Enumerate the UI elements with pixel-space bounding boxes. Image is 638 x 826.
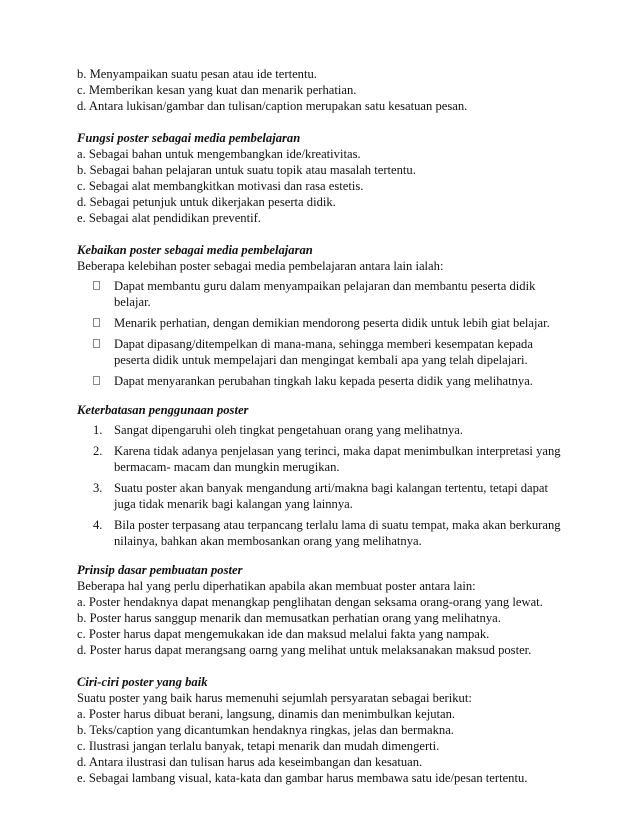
item-number: 1. (93, 423, 103, 437)
bullet-text: belajar. (114, 295, 151, 309)
item-number: 2. (93, 444, 103, 458)
bullet-box-icon (93, 318, 100, 327)
intro-section (77, 66, 577, 114)
numbered-item (77, 517, 577, 549)
section-heading: Prinsip dasar pembuatan poster (77, 563, 243, 577)
bullet-item (77, 336, 577, 368)
section-heading: Kebaikan poster sebagai media pembelajaran (77, 243, 313, 257)
item-text: Sangat dipengaruhi oleh tingkat pengetahuan orang yang melihatnya. (114, 423, 464, 437)
list-item: b. Teks/caption yang dicantumkan hendaknya ringkas, jelas dan bermakna. (77, 723, 454, 737)
section-heading: Fungsi poster sebagai media pembelajaran (77, 131, 301, 145)
section-intro: Suatu poster yang baik harus memenuhi sejumlah persyaratan sebagai berikut: (77, 691, 472, 705)
list-item: d. Sebagai petunjuk untuk dikerjakan peserta didik. (77, 195, 336, 209)
bullet-item (77, 315, 577, 331)
list-item: b. Sebagai bahan pelajaran untuk suatu topik atau masalah tertentu. (77, 163, 416, 177)
list-item: c. Sebagai alat membangkitkan motivasi dan rasa estetis. (77, 179, 364, 193)
item-text: bermacam- macam dan mungkin merugikan. (114, 460, 340, 474)
list-item: e. Sebagai lambang visual, kata-kata dan gambar harus membawa satu ide/pesan tertentu. (77, 771, 528, 785)
bullet-box-icon (93, 281, 100, 290)
item-text: nilainya, bahkan akan membosankan orang yang melihatnya. (114, 534, 422, 548)
list-item: a. Poster hendaknya dapat menangkap penglihatan dengan seksama orang-orang yang lewat. (77, 595, 543, 609)
document-page (77, 66, 577, 802)
list-item: a. Poster harus dibuat berani, langsung, dinamis dan menimbulkan kejutan. (77, 707, 456, 721)
numbered-item (77, 443, 577, 475)
bullet-text: Menarik perhatian, dengan demikian mendorong peserta didik untuk lebih giat belajar. (114, 316, 550, 330)
bullet-text: Dapat menyarankan perubahan tingkah laku kepada peserta didik yang melihatnya. (114, 374, 533, 388)
intro-line: b. Menyampaikan suatu pesan atau ide tertentu. (77, 67, 317, 81)
bullet-text: Dapat dipasang/ditempelkan di mana-mana, sehingga memberi kesempatan kepada (114, 337, 533, 351)
kebaikan-section (77, 242, 577, 389)
list-item: d. Antara ilustrasi dan tulisan harus ada keseimbangan dan kesatuan. (77, 755, 423, 769)
bullet-text: peserta didik untuk mempelajari dan mengingat kembali apa yang telah dipelajari. (114, 353, 528, 367)
list-item: a. Sebagai bahan untuk mengembangkan ide/kreativitas. (77, 147, 361, 161)
item-text: juga tidak menarik bagi kalangan yang lainnya. (114, 497, 353, 511)
intro-line: c. Memberikan kesan yang kuat dan menarik perhatian. (77, 83, 357, 97)
prinsip-section (77, 562, 577, 658)
item-text: Karena tidak adanya penjelasan yang terinci, maka dapat menimbulkan interpretasi yang (114, 444, 561, 458)
item-text: Bila poster terpasang atau terpancang terlalu lama di suatu tempat, maka akan berkurang (114, 518, 561, 532)
fungsi-section (77, 130, 577, 226)
intro-line: d. Antara lukisan/gambar dan tulisan/caption merupakan satu kesatuan pesan. (77, 99, 468, 113)
list-item: e. Sebagai alat pendidikan preventif. (77, 211, 261, 225)
bullet-box-icon (93, 376, 100, 385)
list-item: d. Poster harus dapat merangsang oarng yang melihat untuk melaksanakan maksud poster. (77, 643, 532, 657)
section-heading: Ciri-ciri poster yang baik (77, 675, 208, 689)
ciri-section (77, 674, 577, 786)
section-intro: Beberapa hal yang perlu diperhatikan apabila akan membuat poster antara lain: (77, 579, 476, 593)
list-item: c. Poster harus dapat mengemukakan ide dan maksud melalui fakta yang nampak. (77, 627, 490, 641)
section-intro: Beberapa kelebihan poster sebagai media pembelajaran antara lain ialah: (77, 259, 444, 273)
item-text: Suatu poster akan banyak mengandung arti/makna bagi kalangan tertentu, tetapi dapat (114, 481, 548, 495)
list-item: c. Ilustrasi jangan terlalu banyak, tetapi menarik dan mudah dimengerti. (77, 739, 440, 753)
section-heading: Keterbatasan penggunaan poster (77, 403, 249, 417)
numbered-item (77, 480, 577, 512)
bullet-box-icon (93, 339, 100, 348)
bullet-text: Dapat membantu guru dalam menyampaikan pelajaran dan membantu peserta didik (114, 279, 536, 293)
item-number: 4. (93, 518, 103, 532)
item-number: 3. (93, 481, 103, 495)
list-item: b. Poster harus sanggup menarik dan memusatkan perhatian orang yang melihatnya. (77, 611, 501, 625)
keterbatasan-section (77, 402, 577, 549)
numbered-item (77, 422, 577, 438)
bullet-item (77, 373, 577, 389)
bullet-item (77, 278, 577, 310)
